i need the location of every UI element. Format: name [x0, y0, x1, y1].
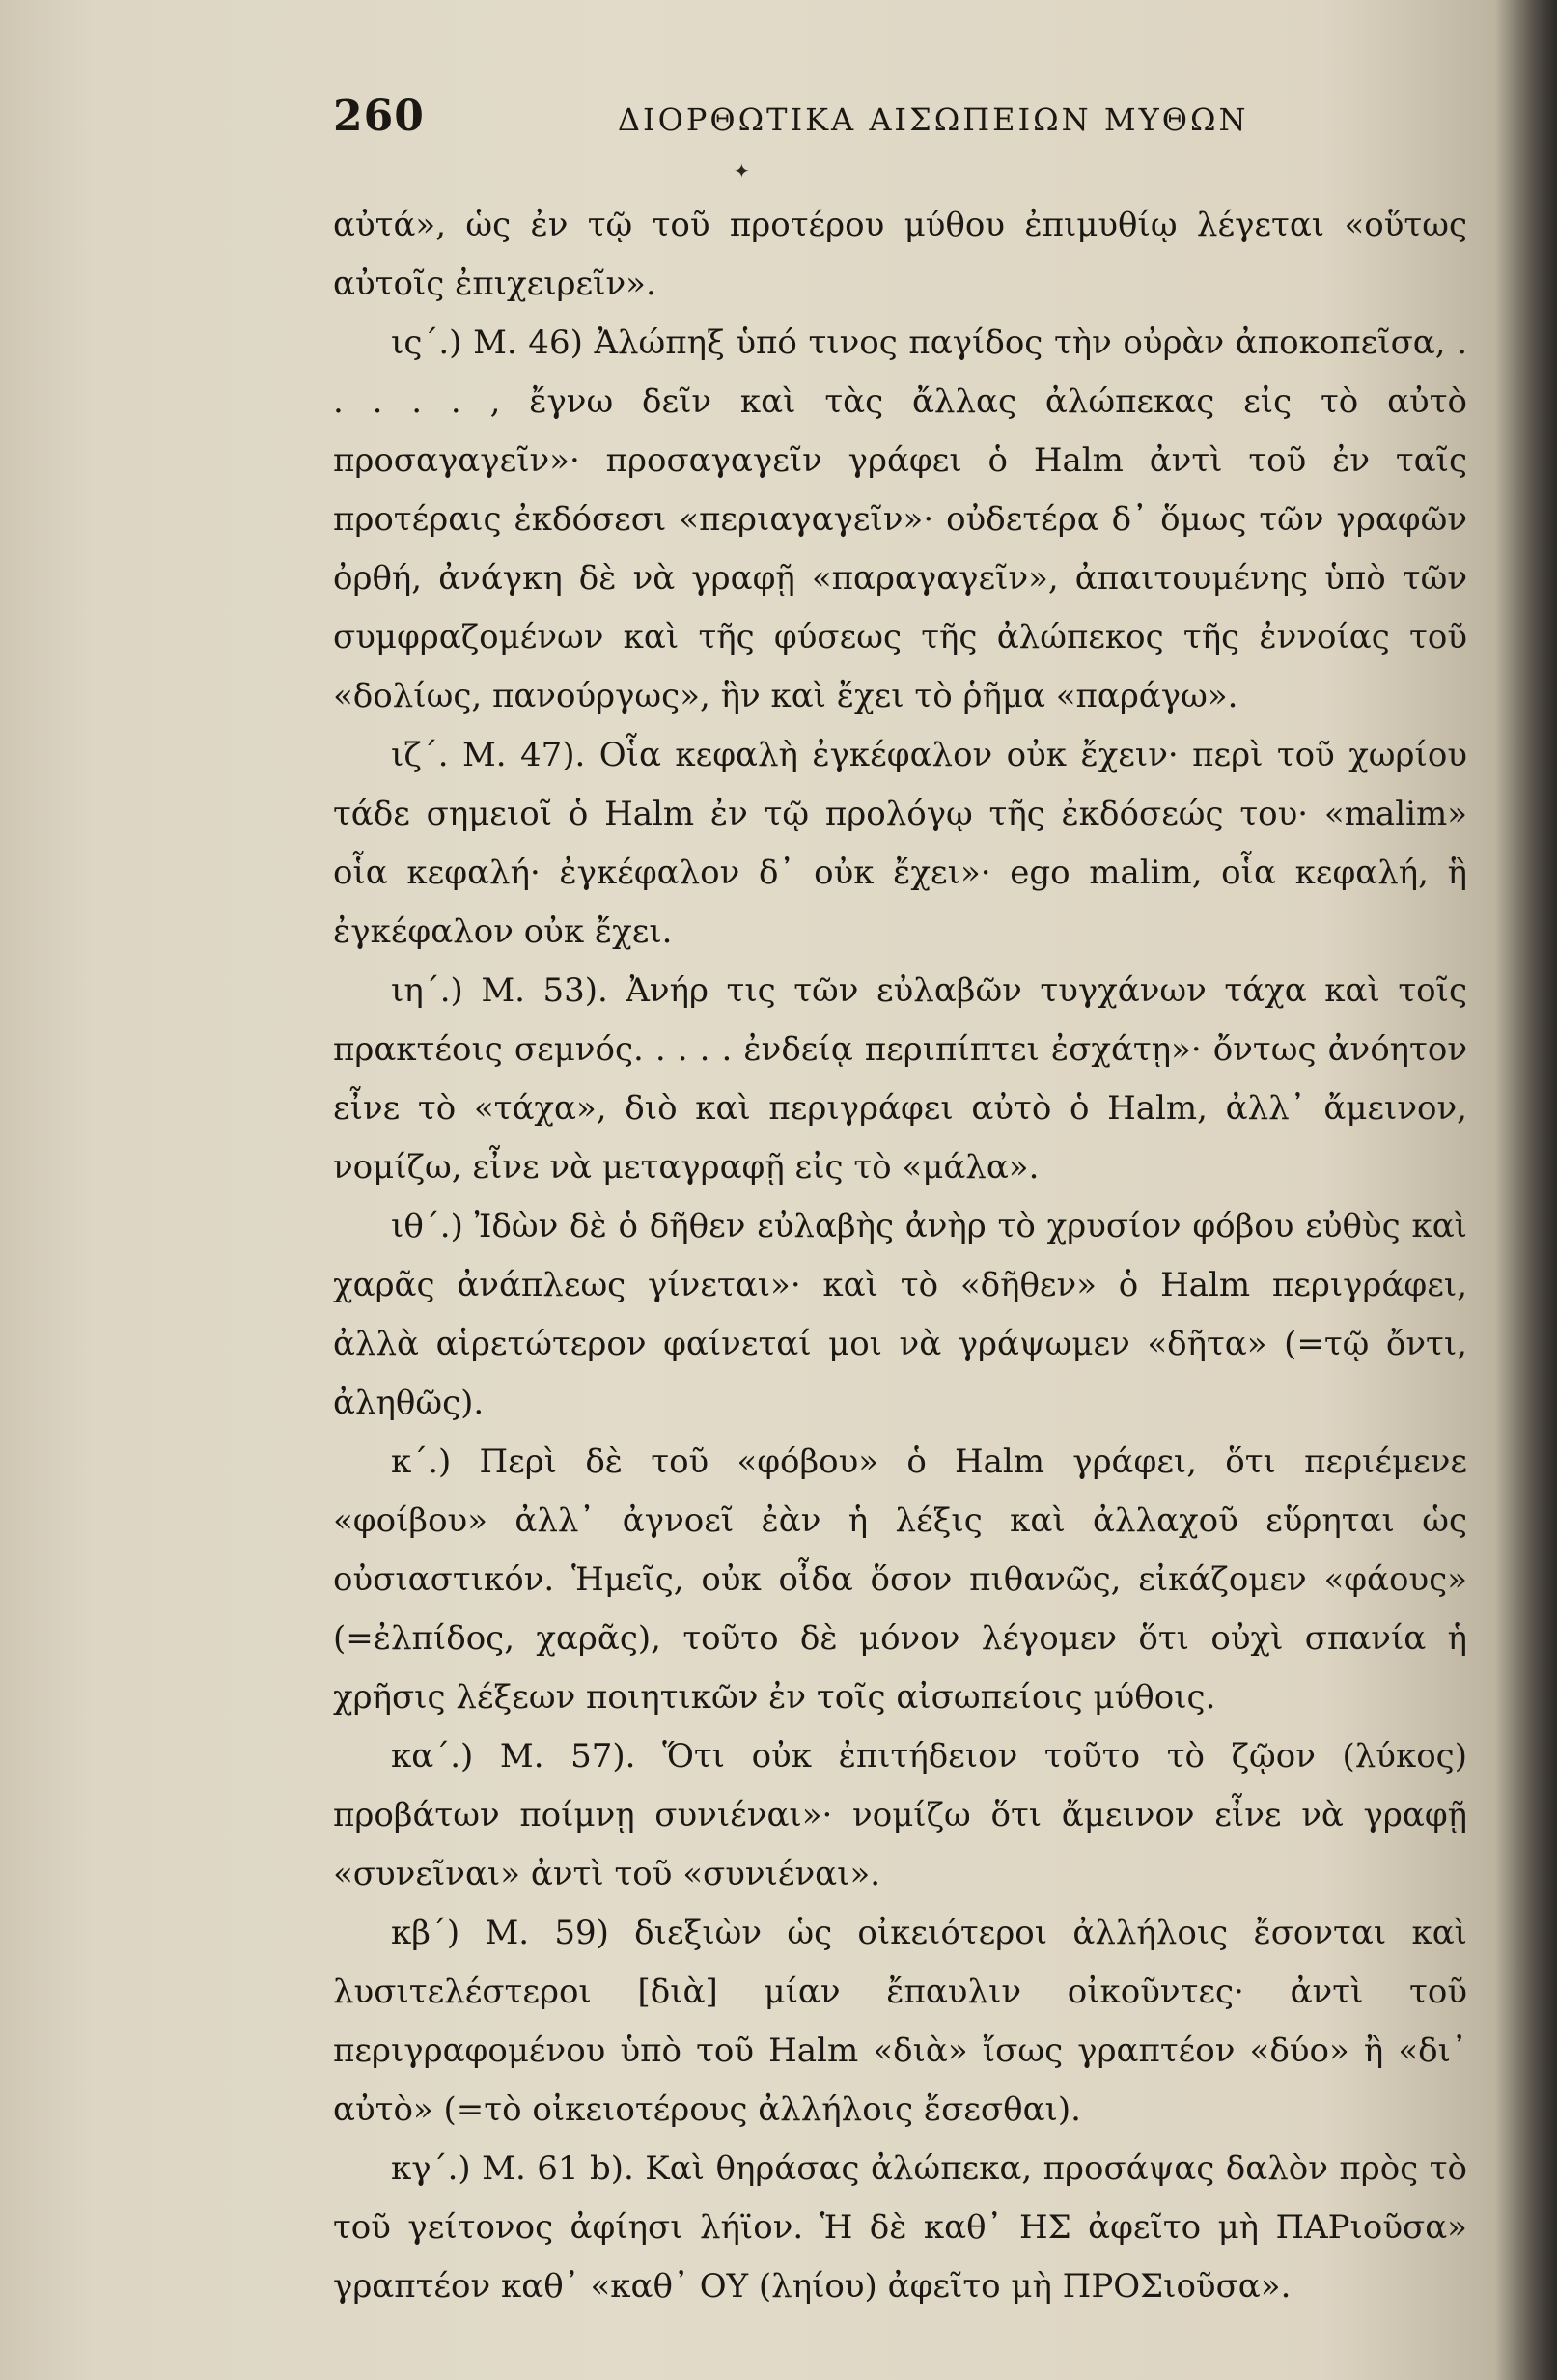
paragraph: αὐτά», ὡς ἐν τῷ τοῦ προτέρου μύθου ἐπιμυθίῳ λέγεται «οὕτως αὐτοῖς ἐπιχειρεῖν». [333, 206, 1467, 303]
paragraph: κα΄.) Μ. 57). Ὅτι οὐκ ἐπιτήδειον τοῦτο τὸ ζῷον (λύκος) προβάτων ποίμνῃ συνιέναι»· νομίζω ὅτι ἄμεινον εἶνε νὰ γραφῇ «συνεῖναι» ἀντὶ τοῦ «συνιέναι». [333, 1737, 1467, 1893]
paragraph: κγ΄.) Μ. 61 b). Καὶ θηράσας ἀλώπεκα, προσάψας δαλὸν πρὸς τὸ τοῦ γείτονος ἀφίησι λήϊον. Ἡ δὲ καθ᾽ ΗΣ ἀφεῖτο μὴ ΠΑΡιοῦσα» γραπτέον καθ᾽ «καθ᾽ ΟΥ (ληίου) ἀφεῖτο μὴ ΠΡΟΣιοῦσα». [333, 2149, 1467, 2306]
paragraph: κ΄.) Περὶ δὲ τοῦ «φόβου» ὁ Halm γράφει, ὅτι περιέμενε «φοίβου» ἀλλ᾽ ἀγνοεῖ ἐὰν ἡ λέξις καὶ ἀλλαχοῦ εὕρηται ὡς οὐσιαστικόν. Ἡμεῖς, οὐκ οἶδα ὅσον πιθανῶς, εἰκάζομεν «φάους» (=ἐλπίδος, χαρᾶς), τοῦτο δὲ μόνον λέγομεν ὅτι οὐχὶ σπανία ἡ χρῆσις λέξεων ποιητικῶν ἐν τοῖς αἰσωπείοις μύθοις. [333, 1442, 1467, 1717]
paragraph: ιζ΄. Μ. 47). Οἷα κεφαλὴ ἐγκέφαλον οὐκ ἔχειν· περὶ τοῦ χωρίου τάδε σημειοῖ ὁ Halm ἐν τῷ προλόγῳ τῆς ἐκδόσεώς του· «malim» οἷα κεφαλή· ἐγκέφαλον δ᾽ οὐκ ἔχει»· ego malim, οἷα κεφαλή, ἣ ἐγκέφαλον οὐκ ἔχει. [333, 736, 1467, 951]
paragraph: κβ΄) Μ. 59) διεξιὼν ὡς οἰκειότεροι ἀλλήλοις ἔσονται καὶ λυσιτελέστεροι [διὰ] μίαν ἔπαυλιν οἰκοῦντες· ἀντὶ τοῦ περιγραφομένου ὑπὸ τοῦ Halm «διὰ» ἴσως γραπτέον «δύο» ἢ «δι᾽ αὐτὸ» (=τὸ οἰκειοτέρους ἀλλήλοις ἔσεσθαι). [333, 1914, 1467, 2129]
ornament-icon: ✦ [734, 159, 750, 182]
paragraph: ις΄.) Μ. 46) Ἀλώπηξ ὑπό τινος παγίδος τὴν οὐρὰν ἀποκοπεῖσα, . . . . . , ἔγνω δεῖν καὶ τὰς ἄλλας ἀλώπεκας εἰς τὸ αὐτὸ προσαγαγεῖν»· προσαγαγεῖν γράφει ὁ Halm ἀντὶ τοῦ ἐν ταῖς προτέραις ἐκδόσεσι «περιαγαγεῖν»· οὐδετέρα δ᾽ ὅμως τῶν γραφῶν ὀρθή, ἀνάγκη δὲ νὰ γραφῇ «παραγαγεῖν», ἀπαιτουμένης ὑπὸ τῶν συμφραζομένων καὶ τῆς φύσεως τῆς ἀλώπεκος τῆς ἐννοίας τοῦ «δολίως, πανούργως», ἣν καὶ ἔχει τὸ ῥῆμα «παράγω». [333, 323, 1467, 715]
paragraph: ιθ΄.) Ἰδὼν δὲ ὁ δῆθεν εὐλαβὴς ἀνὴρ τὸ χρυσίον φόβου εὐθὺς καὶ χαρᾶς ἀνάπλεως γίνεται»· καὶ τὸ «δῆθεν» ὁ Halm περιγράφει, ἀλλὰ αἱρετώτερον φαίνεταί μοι νὰ γράψωμεν «δῆτα» (=τῷ ὄντι, ἀληθῶς). [333, 1207, 1467, 1422]
body-text [333, 196, 1467, 2316]
text-block [333, 92, 1467, 2316]
running-head: ΔΙΟΡΘΩΤΙΚΑ ΑΙΣΩΠΕΙΩΝ ΜΥΘΩΝ [617, 101, 1249, 138]
page-number: 260 [333, 92, 425, 141]
page-header [333, 92, 1467, 159]
paragraph: ιη΄.) Μ. 53). Ἀνήρ τις τῶν εὐλαβῶν τυγχάνων τάχα καὶ τοῖς πρακτέοις σεμνός. . . . . ἐνδείᾳ περιπίπτει ἐσχάτῃ»· ὄντως ἀνόητον εἶνε τὸ «τάχα», διὸ καὶ περιγράφει αὐτὸ ὁ Halm, ἀλλ᾽ ἄμεινον, νομίζω, εἶνε νὰ μεταγραφῇ εἰς τὸ «μάλα». [333, 971, 1467, 1187]
